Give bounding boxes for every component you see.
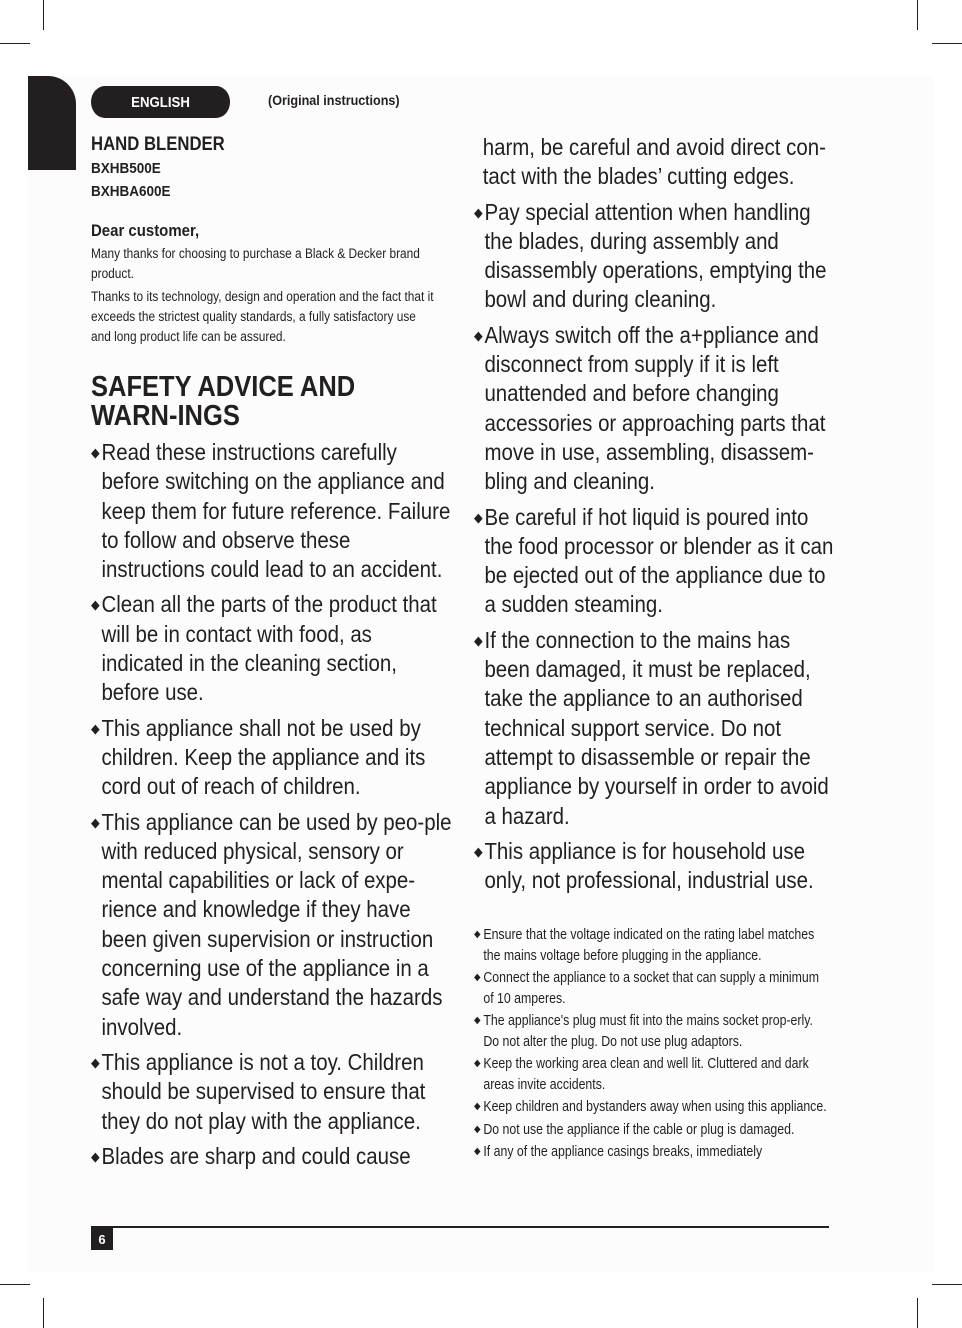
- diamond-bullet-icon: ◆: [91, 1148, 100, 1164]
- footer-rule: [91, 1226, 829, 1228]
- diamond-bullet-icon: ◆: [91, 814, 100, 830]
- diamond-bullet-icon: ◆: [474, 1058, 481, 1070]
- diamond-bullet-icon: ◆: [474, 1015, 481, 1027]
- intro-paragraph: Many thanks for choosing to purchase a Black & Decker brand product.: [91, 246, 420, 281]
- crop-mark: [43, 1298, 44, 1328]
- list-item-text: harm, be careful and avoid direct con-tact with the blades’ cutting edges.: [482, 134, 826, 190]
- safety-list-right: [474, 133, 834, 895]
- diamond-bullet-icon: ◆: [474, 509, 483, 525]
- list-item-text: This appliance is not a toy. Children should be supervised to ensure that they do not play with the appliance.: [101, 1048, 426, 1134]
- list-item: [91, 590, 452, 707]
- list-item-text: Always switch off the a+ppliance and disconnect from supply if it is left unattended and before changing accessories or approaching parts that move in use, assembling, disassem-bling and cleaning.: [484, 321, 826, 495]
- page-number: 6: [91, 1228, 113, 1250]
- greeting: Dear customer,: [91, 221, 200, 240]
- diamond-bullet-icon: ◆: [474, 843, 483, 859]
- list-item: [91, 714, 452, 802]
- list-item-text: Keep the working area clean and well lit. Cluttered and dark areas invite accidents.: [483, 1056, 809, 1093]
- list-item-text: Blades are sharp and could cause: [101, 1142, 411, 1169]
- list-item: [474, 626, 835, 831]
- list-item: [474, 1120, 832, 1141]
- diamond-bullet-icon: ◆: [474, 632, 483, 648]
- original-instructions-note: (Original instructions): [268, 92, 400, 108]
- list-item-text: Do not use the appliance if the cable or plug is damaged.: [483, 1121, 795, 1138]
- list-item-text: This appliance is for household use only, not professional, industrial use.: [484, 837, 814, 894]
- crop-mark: [0, 43, 30, 44]
- diamond-bullet-icon: ◆: [474, 929, 481, 941]
- list-item-text: This appliance shall not be used by children. Keep the appliance and its cord out of reach of children.: [101, 714, 426, 800]
- side-tab: [28, 76, 76, 170]
- list-item: [474, 968, 832, 1009]
- crop-mark: [43, 0, 44, 30]
- diamond-bullet-icon: ◆: [91, 720, 100, 736]
- diamond-bullet-icon: ◆: [91, 1054, 100, 1070]
- crop-mark: [932, 43, 962, 44]
- safety-list-left: [91, 438, 451, 1171]
- list-item: [474, 837, 835, 896]
- section-title: SAFETY ADVICE AND WARN-INGS: [91, 371, 356, 432]
- diamond-bullet-icon: ◆: [91, 597, 100, 613]
- list-item: [474, 1097, 832, 1118]
- diamond-bullet-icon: ◆: [474, 972, 481, 984]
- list-item-text: If any of the appliance casings breaks, immediately: [483, 1144, 763, 1161]
- list-item: [91, 808, 452, 1042]
- list-item: [474, 1011, 832, 1052]
- model-number: BXHB500E: [91, 160, 161, 177]
- list-item-text: If the connection to the mains has been damaged, it must be replaced, take the appliance to an authorised technical support service. Do not attempt to disassemble or repair the appliance by yourself in order to avoid a hazard.: [484, 626, 829, 829]
- diamond-bullet-icon: ◆: [474, 327, 483, 343]
- crop-mark: [932, 1284, 962, 1285]
- list-item-text: Ensure that the voltage indicated on the rating label matches the mains voltage before plugging in the appliance.: [483, 927, 815, 964]
- product-title: HAND BLENDER: [91, 134, 225, 155]
- list-item: [474, 198, 835, 315]
- list-item: [91, 438, 452, 584]
- list-item-text: Keep children and bystanders away when using this appliance.: [483, 1099, 827, 1116]
- list-item-text: The appliance's plug must fit into the mains socket prop-erly. Do not alter the plug. Do not use plug adaptors.: [483, 1013, 813, 1050]
- list-item: [474, 1054, 832, 1095]
- list-item-text: Clean all the parts of the product that will be in contact with food, as indicated in the cleaning section, before use.: [101, 591, 437, 706]
- list-item-text: Read these instructions carefully before switching on the appliance and keep them for future reference. Failure to follow and observe these instructions could lead to an accident.: [101, 439, 451, 583]
- diamond-bullet-icon: ◆: [474, 1123, 481, 1135]
- diamond-bullet-icon: ◆: [91, 445, 100, 460]
- list-item-continuation: [474, 133, 833, 192]
- list-item: [474, 925, 832, 966]
- diamond-bullet-icon: ◆: [474, 204, 483, 220]
- list-item: [474, 1142, 832, 1163]
- left-column: [91, 133, 451, 1171]
- list-item-text: Be careful if hot liquid is poured into the food processor or blender as it can be ejected out of the appliance due to a sudden steaming.: [484, 503, 834, 618]
- list-item: [91, 1142, 452, 1171]
- diamond-bullet-icon: ◆: [474, 1146, 481, 1158]
- crop-mark: [917, 0, 918, 30]
- list-item: [91, 1048, 452, 1136]
- list-item: [474, 321, 835, 497]
- crop-mark: [917, 1298, 918, 1328]
- list-item-text: Pay special attention when handling the blades, during assembly and disassembly operations, emptying the bowl and during cleaning.: [484, 198, 827, 313]
- list-item: [474, 503, 835, 620]
- crop-mark: [0, 1284, 30, 1285]
- diamond-bullet-icon: ◆: [474, 1101, 481, 1113]
- list-item-text: Connect the appliance to a socket that can supply a minimum of 10 amperes.: [483, 970, 820, 1007]
- language-badge: ENGLISH: [91, 86, 230, 118]
- intro-paragraph: Thanks to its technology, design and operation and the fact that it exceeds the strictest quality standards, a fully satisfactory use and long product life can be assured.: [91, 289, 434, 344]
- safety-list-small: [474, 925, 834, 1163]
- list-item-text: This appliance can be used by peo-ple with reduced physical, sensory or mental capabilities or lack of expe-rience and knowledge if they have been given supervision or instruction concerning use of the appliance in a safe way and understand the hazards involved.: [101, 808, 452, 1040]
- right-column: [474, 133, 834, 1163]
- model-number: BXHBA600E: [91, 183, 171, 200]
